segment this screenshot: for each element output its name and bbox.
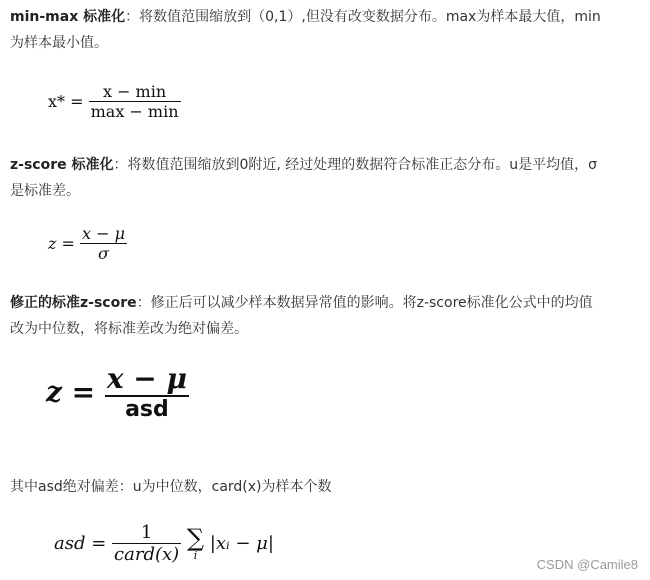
paragraph-modified-z-score	[10, 290, 640, 342]
paragraph-asd	[10, 474, 640, 500]
formula-numerator: x − μ	[82, 224, 126, 243]
formula-z-score	[48, 224, 127, 263]
formula-lhs: z =	[46, 375, 96, 409]
term-z-score: z-score 标准化	[10, 157, 114, 173]
formula-numerator: x − min	[102, 82, 167, 101]
absolute-value-expr: |xᵢ − μ|	[209, 533, 274, 554]
formula-fraction	[112, 522, 181, 565]
formula-denominator: asd	[125, 397, 169, 422]
formula-fraction	[80, 224, 127, 263]
formula-denominator: σ	[98, 244, 109, 263]
formula-min-max	[48, 82, 181, 121]
formula-numerator: 1	[140, 522, 153, 543]
paragraph-text: 是标准差。	[10, 183, 80, 199]
formula-numerator: x − μ	[106, 362, 188, 395]
summation-index: i	[193, 549, 198, 562]
paragraph-text: ：将数值范围缩放到（0,1）,但没有改变数据分布。max为样本最大值，min	[125, 9, 601, 25]
paragraph-text: 为样本最小值。	[10, 35, 108, 51]
term-modified-z-score: 修正的标准z-score	[10, 295, 137, 311]
paragraph-text: ：修正后可以减少样本数据异常值的影响。将z-score标准化公式中的均值	[136, 295, 593, 311]
formula-fraction	[105, 362, 189, 422]
formula-denominator: max − min	[90, 102, 179, 121]
formula-asd	[54, 522, 274, 565]
summation	[187, 526, 204, 561]
formula-denominator: card(x)	[114, 544, 180, 565]
formula-lhs: x* =	[48, 92, 84, 111]
formula-modified-z-score	[46, 362, 189, 422]
summation-symbol: ∑	[186, 524, 205, 552]
formula-lhs: z =	[48, 234, 75, 253]
paragraph-text: 其中asd绝对偏差：u为中位数，card(x)为样本个数	[10, 479, 332, 495]
formula-lhs: asd =	[54, 533, 107, 554]
paragraph-text: ：将数值范围缩放到0附近, 经过处理的数据符合标准正态分布。u是平均值，σ	[113, 157, 598, 173]
term-min-max: min-max 标准化	[10, 9, 126, 25]
formula-fraction	[89, 82, 181, 121]
footer-watermark: CSDN @Camile8	[536, 557, 638, 572]
paragraph-text: 改为中位数，将标准差改为绝对偏差。	[10, 321, 248, 337]
paragraph-z-score	[10, 152, 640, 204]
paragraph-min-max	[10, 4, 640, 56]
